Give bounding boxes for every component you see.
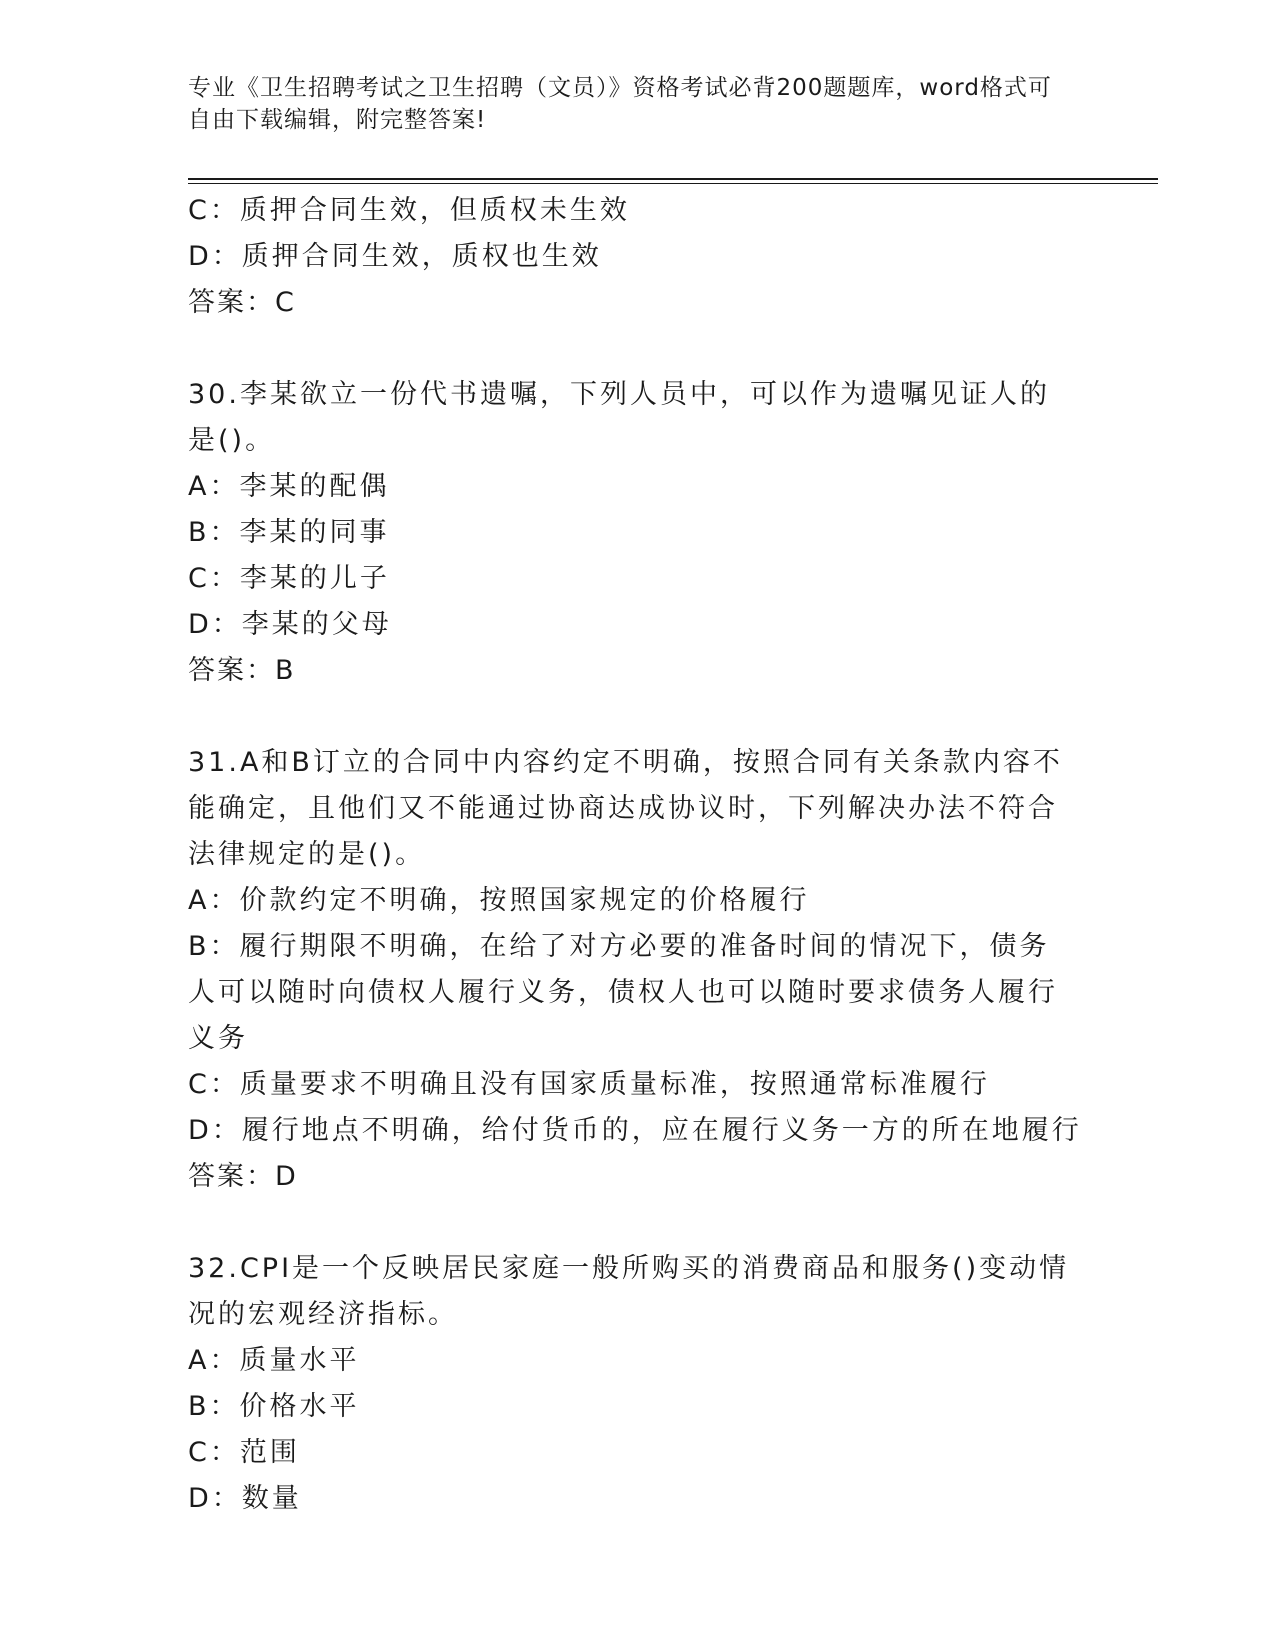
option-c: C：范围 bbox=[188, 1437, 300, 1468]
option-b: B：履行期限不明确，在给了对方必要的准备时间的情况下，债务人可以随时向债权人履行义务，债权人也可以随时要求债务人履行义务 bbox=[188, 931, 1058, 1054]
option-a: A：李某的配偶 bbox=[188, 471, 390, 502]
question-stem: 31.A和B订立的合同中内容约定不明确，按照合同有关条款内容不能确定，且他们又不能通过协商达成协议时，下列解决办法不符合法律规定的是()。 bbox=[188, 747, 1063, 870]
answer: 答案：B bbox=[188, 655, 296, 686]
option-b: B：李某的同事 bbox=[188, 517, 390, 548]
option-b: B：价格水平 bbox=[188, 1391, 360, 1422]
spacer bbox=[188, 694, 1078, 740]
spacer bbox=[188, 326, 1078, 372]
question-29-continued bbox=[188, 188, 1078, 326]
page-header: 专业《卫生招聘考试之卫生招聘（文员）》资格考试必背200题题库，word格式可自由下载编辑，附完整答案! bbox=[188, 75, 1052, 133]
option-a: A：质量水平 bbox=[188, 1345, 360, 1376]
question-stem: 30.李某欲立一份代书遗嘱，下列人员中，可以作为遗嘱见证人的是()。 bbox=[188, 379, 1050, 456]
question-30 bbox=[188, 372, 1078, 694]
option-a: A：价款约定不明确，按照国家规定的价格履行 bbox=[188, 885, 810, 916]
question-31 bbox=[188, 740, 1082, 1200]
option-c: C：质量要求不明确且没有国家质量标准，按照通常标准履行 bbox=[188, 1069, 990, 1100]
answer: 答案：D bbox=[188, 1161, 298, 1192]
question-stem: 32.CPI是一个反映居民家庭一般所购买的消费商品和服务()变动情况的宏观经济指标。 bbox=[188, 1253, 1070, 1330]
question-32 bbox=[188, 1246, 1078, 1522]
option-d: D：履行地点不明确，给付货币的，应在履行义务一方的所在地履行 bbox=[188, 1115, 1082, 1146]
answer: 答案：C bbox=[188, 287, 296, 318]
option-d: D：李某的父母 bbox=[188, 609, 392, 640]
spacer bbox=[188, 1200, 1078, 1246]
option-c: C：质押合同生效，但质权未生效 bbox=[188, 195, 630, 226]
header-divider-thick bbox=[188, 178, 1158, 180]
option-d: D：质押合同生效，质权也生效 bbox=[188, 241, 602, 272]
option-c: C：李某的儿子 bbox=[188, 563, 390, 594]
header-divider-thin bbox=[188, 183, 1158, 184]
option-d: D：数量 bbox=[188, 1483, 302, 1514]
question-list bbox=[188, 188, 1082, 1522]
